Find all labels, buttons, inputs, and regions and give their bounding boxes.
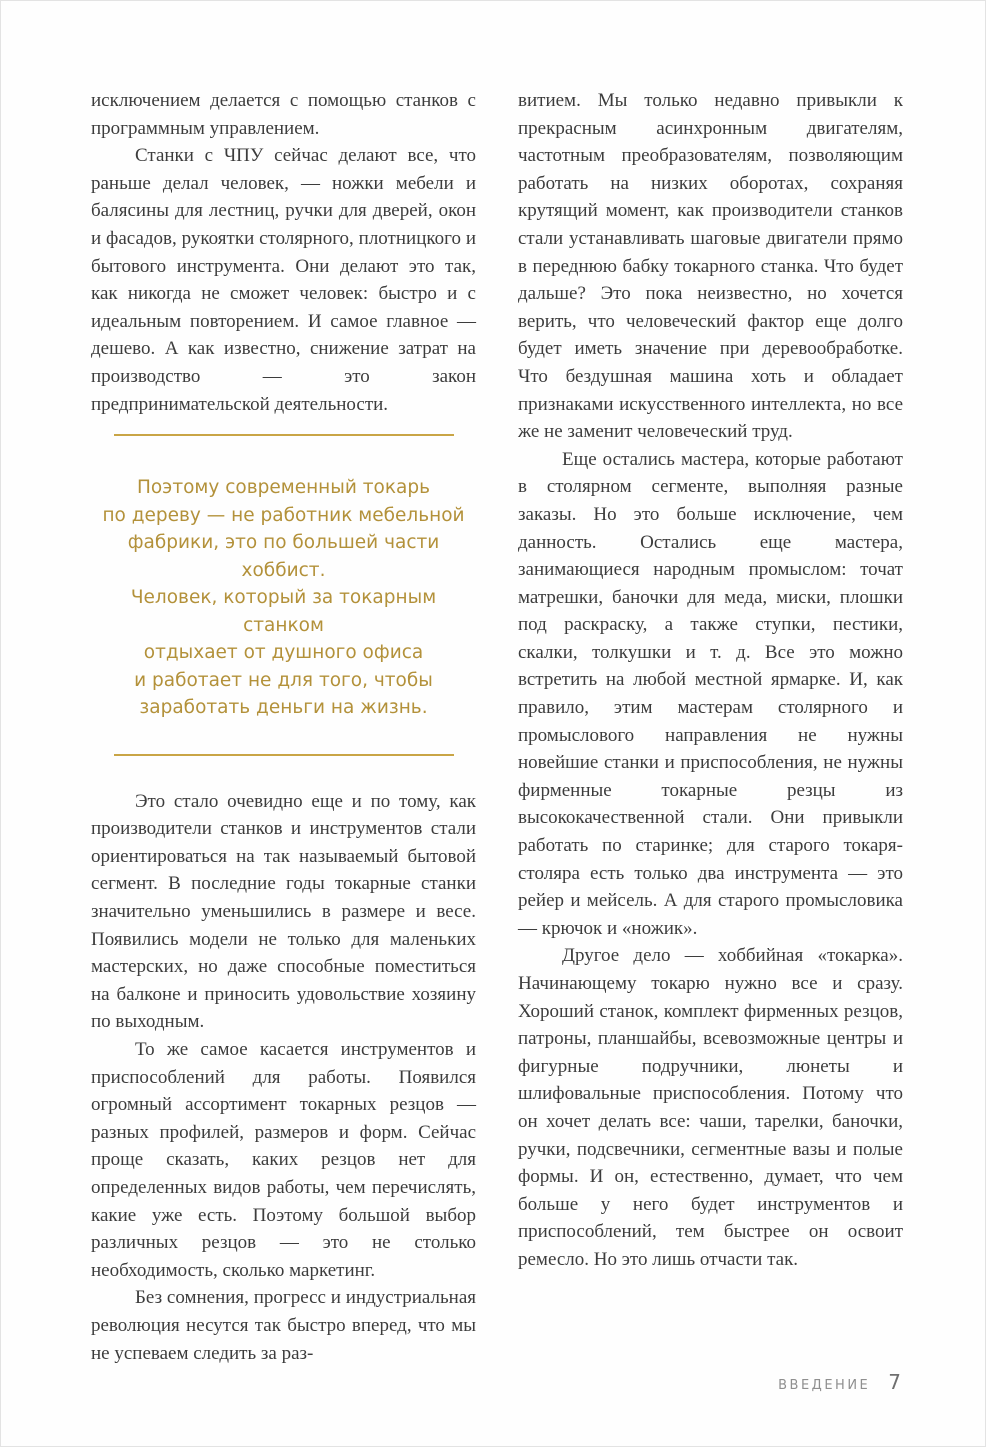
left-column bbox=[91, 87, 476, 1367]
paragraph: То же самое касается инструментов и приспособлений для работы. Появился огромный ассортимент токарных резцов — разных профилей, размеров и форм. Сейчас проще сказать, каких резцов нет для определенных видов работы, чем перечислять, какие уже есть. Поэтому большой выбор различных резцов — это не столько необходимость, сколько маркетинг. bbox=[91, 1038, 476, 1281]
pull-quote-top-divider bbox=[114, 434, 454, 436]
pull-quote-line: Поэтому современный токарь bbox=[136, 477, 431, 499]
pull-quote-line: фабрики, это по большей части хоббист. bbox=[127, 532, 440, 581]
pull-quote-bottom-divider bbox=[114, 754, 454, 756]
pull-quote-line: по дереву — не работник мебельной bbox=[102, 504, 465, 526]
paragraph: исключением делается с помощью станков с программным управлением. bbox=[91, 90, 476, 139]
pull-quote-line: Человек, который за токарным станком bbox=[130, 587, 437, 636]
paragraph: Другое дело — хоббийная «токарка». Начинающему токарю нужно все и сразу. Хороший станок, комплект фирменных резцов, патроны, планшайбы, всевозможные центры и фигурные подручники, люнеты и шлифовальные приспособления. Потому что он хочет делать все: чаши, тарелки, баночки, ручки, подсвечники, сегментные вазы и полые формы. И он, естественно, думает, что чем больше у него будет инструментов и приспособлений, тем быстрее он освоит ремесло. Но это лишь отчасти так. bbox=[518, 945, 903, 1270]
paragraph: Это стало очевидно еще и по тому, как производители станков и инструментов стали ориентироваться на так называемый бытовой сегмент. В последние годы токарные станки значительно уменьшились в размере и весе. Появились модели не только для маленьких мастерских, но даже способные поместиться на балконе и приносить удовольствие хозяину по выходным. bbox=[91, 790, 476, 1033]
right-column bbox=[518, 87, 903, 1367]
paragraph: Станки с ЧПУ сейчас делают все, что раньше делал человек, — ножки мебели и балясины для лестниц, ручки для дверей, окон и фасадов, рукоятки столярного, плотницкого и бытового инструмента. Они делают это так, как никогда не сможет человек: быстро и с идеальным повторением. И самое главное — дешево. А как известно, снижение затрат на производство — это закон предпринимательской деятельности. bbox=[91, 145, 476, 415]
page-number: 7 bbox=[888, 1370, 901, 1394]
pull-quote-line: заработать деньги на жизнь. bbox=[139, 697, 428, 719]
page-footer bbox=[778, 1370, 901, 1394]
pull-quote-line: отдыхает от душного офиса bbox=[143, 642, 424, 664]
paragraph: Без сомнения, прогресс и индустриальная революция несутся так быстро вперед, что мы не успеваем следить за раз- bbox=[91, 1287, 476, 1364]
paragraph: витием. Мы только недавно привыкли к прекрасным асинхронным двигателям, частотным преобразователям, позволяющим работать на низких оборотах, сохраняя крутящий момент, как производители станков стали устанавливать шаговые двигатели прямо в переднюю бабку токарного станка. Что будет дальше? Это пока неизвестно, но хочется верить, что человеческий фактор еще долго будет иметь значение при деревообработке. Что бездушная машина хоть и обладает признаками искусственного интеллекта, но все же не заменит человеческий труд. bbox=[518, 90, 903, 443]
pull-quote bbox=[91, 474, 476, 722]
footer-section-label: ВВЕДЕНИЕ bbox=[778, 1378, 871, 1393]
paragraph: Еще остались мастера, которые работают в столярном сегменте, выполняя разные заказы. Но это больше исключение, чем данность. Остались еще мастера, занимающиеся народным промыслом: точат матрешки, баночки для меда, миски, плошки под раскраску, а также ступки, пестики, скалки, толкушки и т. д. Все это можно встретить на любой местной ярмарке. И, как правило, этим мастерам столярного и промыслового направления не нужны новейшие станки и приспособления, не нужны фирменные токарные резцы из высококачественной стали. Они привыкли работать по старинке; для старого токаря-столяра есть только два инструмента — это рейер и мейсель. А для старого промысловика — крючок и «ножик». bbox=[518, 448, 903, 939]
pull-quote-line: и работает не для того, чтобы bbox=[134, 669, 433, 691]
text-columns bbox=[91, 87, 903, 1367]
